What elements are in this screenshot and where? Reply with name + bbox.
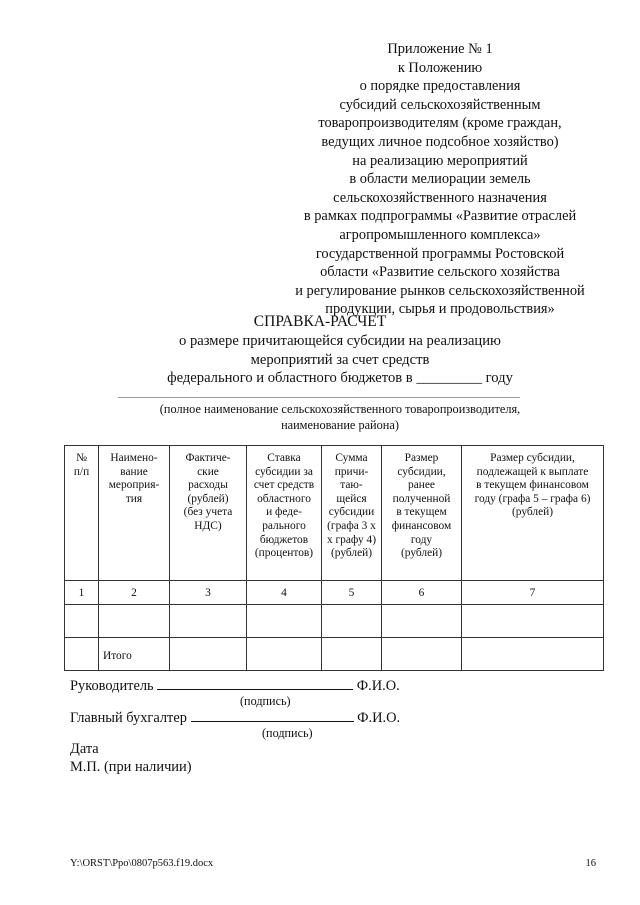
column-header bbox=[462, 446, 604, 581]
header-text-line: субсидии за bbox=[255, 465, 313, 478]
header-text-line: вание bbox=[120, 465, 148, 478]
appendix-line: на реализацию мероприятий bbox=[352, 152, 528, 169]
organization-caption bbox=[90, 402, 590, 433]
header-text-line: бюджетов bbox=[259, 533, 309, 546]
head-fio: Ф.И.О. bbox=[356, 678, 400, 694]
appendix-line: товаропроизводителям (кроме граждан, bbox=[318, 115, 562, 132]
accountant-signature-line bbox=[70, 708, 400, 727]
header-text-line: Сумма bbox=[335, 452, 368, 464]
table-cell[interactable] bbox=[382, 605, 462, 638]
appendix-line: продукции, сырья и продовольствия» bbox=[325, 301, 555, 318]
header-text-line: в текущем финансовом bbox=[476, 479, 589, 492]
header-text-line: (графа 3 х bbox=[327, 519, 376, 532]
column-number: 3 bbox=[170, 581, 247, 605]
table-cell[interactable] bbox=[322, 638, 382, 671]
accountant-label: Главный бухгалтер bbox=[70, 710, 187, 726]
page-number: 16 bbox=[585, 858, 596, 869]
header-text-line: Размер bbox=[404, 452, 439, 464]
head-signature-line bbox=[70, 676, 400, 695]
header-text-line: (без учета bbox=[183, 506, 233, 519]
table-cell[interactable] bbox=[170, 605, 247, 638]
header-text-line: субсидии, bbox=[397, 465, 446, 478]
header-text-line: тия bbox=[125, 492, 143, 505]
header-text-line: Наимено- bbox=[110, 452, 158, 464]
appendix-line: к Положению bbox=[397, 59, 483, 76]
header-text-line: финансовом bbox=[391, 519, 452, 532]
header-text-line: рального bbox=[262, 519, 306, 532]
header-text-line: (рублей) bbox=[330, 547, 373, 560]
table-cell[interactable] bbox=[170, 638, 247, 671]
appendix-line: субсидий сельскохозяйственным bbox=[339, 96, 541, 113]
head-signature-blank[interactable] bbox=[157, 676, 353, 690]
subsidy-calculation-table bbox=[64, 445, 604, 671]
table-cell[interactable] bbox=[247, 638, 322, 671]
header-text-line: счет средств bbox=[253, 479, 315, 492]
table-header-row bbox=[65, 446, 604, 581]
head-label: Руководитель bbox=[70, 678, 154, 694]
total-row bbox=[65, 638, 604, 671]
table-cell[interactable] bbox=[462, 605, 604, 638]
column-header bbox=[170, 446, 247, 581]
date-label: Дата bbox=[70, 741, 99, 757]
caption-line: (полное наименование сельскохозяйственного товаропроизводителя, bbox=[159, 402, 521, 416]
appendix-line: и регулирование рынков сельскохозяйственной bbox=[295, 282, 585, 299]
header-text-line: № bbox=[76, 452, 87, 464]
appendix-line: области «Развитие сельского хозяйства bbox=[320, 264, 560, 281]
subtitle-line: о размере причитающейся субсидии на реализацию bbox=[179, 333, 501, 349]
header-text-line: расходы bbox=[188, 479, 228, 492]
column-number: 7 bbox=[462, 581, 604, 605]
header-text-line: ские bbox=[197, 465, 219, 478]
column-header bbox=[65, 446, 99, 581]
column-number: 1 bbox=[65, 581, 99, 605]
table-cell[interactable] bbox=[322, 605, 382, 638]
header-text-line: подлежащей к выплате bbox=[476, 465, 589, 478]
header-text-line: году bbox=[410, 533, 433, 546]
table-cell[interactable] bbox=[99, 605, 170, 638]
header-text-line: Фактиче- bbox=[185, 452, 231, 464]
column-number: 4 bbox=[247, 581, 322, 605]
appendix-line: в области мелиорации земель bbox=[349, 171, 531, 188]
appendix-header bbox=[270, 40, 610, 319]
table-cell[interactable] bbox=[65, 638, 99, 671]
column-number-row bbox=[65, 581, 604, 605]
table-cell[interactable] bbox=[462, 638, 604, 671]
accountant-signature-caption: (подпись) bbox=[262, 726, 313, 740]
total-label: Итого bbox=[99, 638, 170, 671]
head-signature-caption: (подпись) bbox=[240, 694, 291, 708]
appendix-line: государственной программы Ростовской bbox=[315, 245, 565, 262]
document-title: СПРАВКА-РАСЧЕТ bbox=[253, 313, 387, 330]
subtitle-line: мероприятий за счет средств bbox=[250, 351, 430, 368]
stamp-label: М.П. (при наличии) bbox=[70, 759, 192, 775]
header-text-line: (процентов) bbox=[254, 547, 314, 560]
organization-name-line bbox=[118, 397, 520, 398]
header-text-line: полученной bbox=[392, 492, 451, 505]
column-number: 5 bbox=[322, 581, 382, 605]
header-text-line: в текущем bbox=[396, 506, 447, 519]
column-header bbox=[322, 446, 382, 581]
appendix-line: в рамках подпрограммы «Развитие отраслей bbox=[303, 208, 577, 225]
column-header bbox=[382, 446, 462, 581]
accountant-signature-blank[interactable] bbox=[191, 708, 354, 722]
file-path: Y:\ORST\Ppo\0807p563.f19.docx bbox=[70, 858, 214, 869]
header-text-line: НДС) bbox=[194, 519, 222, 532]
header-text-line: х графу 4) bbox=[326, 533, 377, 546]
document-subtitle bbox=[90, 332, 590, 388]
header-text-line: Ставка bbox=[267, 452, 301, 464]
header-text-line: таю- bbox=[340, 479, 363, 492]
header-text-line: (рублей) bbox=[511, 506, 554, 519]
appendix-line: сельскохозяйственного назначения bbox=[333, 189, 547, 206]
table-row bbox=[65, 605, 604, 638]
accountant-fio: Ф.И.О. bbox=[357, 710, 401, 726]
header-text-line: (рублей) bbox=[400, 547, 443, 560]
header-text-line: причи- bbox=[334, 465, 369, 478]
subtitle-line: федерального и областного бюджетов в _________ году bbox=[167, 370, 513, 386]
header-text-line: щейся bbox=[336, 492, 367, 505]
appendix-line: ведущих личное подсобное хозяйство) bbox=[321, 133, 559, 150]
header-text-line: (рублей) bbox=[187, 492, 229, 505]
header-text-line: областного bbox=[257, 492, 311, 505]
column-number: 2 bbox=[99, 581, 170, 605]
table-cell[interactable] bbox=[247, 605, 322, 638]
header-text-line: субсидии bbox=[328, 506, 375, 519]
column-header bbox=[247, 446, 322, 581]
appendix-line: агропромышленного комплекса» bbox=[339, 226, 541, 243]
header-text-line: Размер субсидии, bbox=[490, 452, 575, 464]
column-header bbox=[99, 446, 170, 581]
appendix-line: о порядке предоставления bbox=[359, 78, 521, 95]
table-cell[interactable] bbox=[65, 605, 99, 638]
header-text-line: и феде- bbox=[266, 506, 302, 519]
header-text-line: мероприя- bbox=[108, 479, 160, 492]
appendix-line: Приложение № 1 bbox=[387, 41, 493, 57]
header-text-line: ранее bbox=[408, 479, 435, 492]
table-cell[interactable] bbox=[382, 638, 462, 671]
header-text-line: п/п bbox=[73, 465, 90, 478]
column-number: 6 bbox=[382, 581, 462, 605]
header-text-line: году (графа 5 – графа 6) bbox=[474, 492, 591, 505]
caption-line: наименование района) bbox=[281, 417, 399, 432]
